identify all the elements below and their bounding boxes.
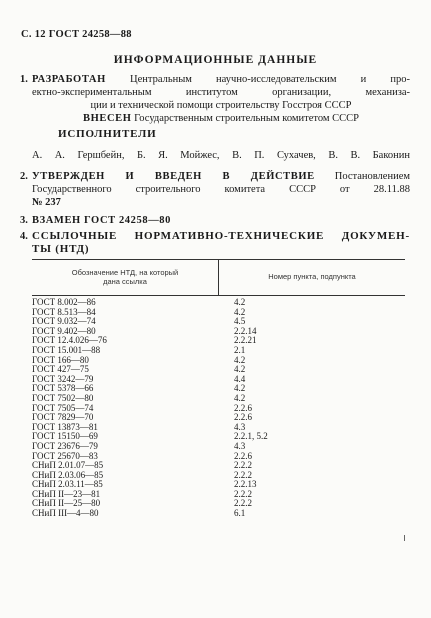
table-cell-document: ГОСТ 9.402—80 <box>32 325 96 336</box>
section-2-approved-label: УТВЕРЖДЕН И ВВЕДЕН В ДЕЙСТВИЕ <box>32 171 315 182</box>
section-2 <box>20 170 410 209</box>
table-cell-document: ГОСТ 15150—69 <box>32 431 98 442</box>
table-cell-clause: 2.2.6 <box>234 450 252 461</box>
executors-names: А. А. Гершбейн, Б. Я. Мойжес, В. П. Сухачев, В. В. Баконин <box>32 150 410 161</box>
table-cell-clause: 6.1 <box>234 508 246 519</box>
section-1-line-1 <box>32 73 410 86</box>
section-3-text: ВЗАМЕН ГОСТ 24258—80 <box>32 215 172 226</box>
section-1-submitted-label: ВНЕСЕН <box>82 113 132 124</box>
table-cell-clause: 2.2.6 <box>234 402 252 413</box>
section-2-approved-text: Постановлением <box>334 171 410 182</box>
section-1-line-3: ции и технической помощи строительству Госстроя СССР <box>90 100 352 111</box>
table-cell-document: СНиП III—4—80 <box>32 508 99 519</box>
section-4-number: 4. <box>20 231 28 242</box>
table-cell-clause: 4.2 <box>234 392 246 403</box>
table-cell-document: ГОСТ 8.513—84 <box>32 306 96 317</box>
section-1 <box>20 73 410 125</box>
page-header: С. 12 ГОСТ 24258—88 <box>21 29 132 40</box>
table-cell-document: СНиП II—23—81 <box>32 488 101 499</box>
section-1-line-4 <box>32 112 410 125</box>
section-3 <box>20 214 410 227</box>
table-column-divider <box>218 259 219 295</box>
table-cell-document: ГОСТ 427—75 <box>32 364 89 375</box>
table-cell-document: ГОСТ 7505—74 <box>32 402 94 413</box>
executors-heading <box>58 128 358 141</box>
section-2-line-1 <box>32 170 410 183</box>
page-edge-mark <box>404 535 405 541</box>
section-1-number: 1. <box>20 74 28 85</box>
table-cell-clause: 2.2.1, 5.2 <box>234 431 268 442</box>
table-cell-document: ГОСТ 23676—79 <box>32 440 98 451</box>
table-cell-document: СНиП II—25—80 <box>32 498 101 509</box>
table-col1-header <box>40 268 210 286</box>
table-cell-clause: 2.2.2 <box>234 460 252 471</box>
table-col1-header-line-1: Обозначение НТД, на который <box>71 268 179 277</box>
table-cell-document: ГОСТ 166—80 <box>32 354 89 365</box>
page-title: ИНФОРМАЦИОННЫЕ ДАННЫЕ <box>113 54 318 66</box>
section-2-number: 2. <box>20 171 28 182</box>
table-cell-clause: 4.3 <box>234 421 246 432</box>
table-cell-clause: 2.2.14 <box>234 325 257 336</box>
section-2-line-3: № 237 <box>32 197 61 208</box>
table-cell-document: ГОСТ 7829—70 <box>32 412 94 423</box>
executors-heading-text: ИСПОЛНИТЕЛИ <box>58 128 157 140</box>
table-cell-clause: 4.2 <box>234 297 246 307</box>
table-cell-clause: 4.3 <box>234 440 246 451</box>
table-cell-document: ГОСТ 3242—79 <box>32 373 94 384</box>
table-cell-clause: 4.2 <box>234 354 246 365</box>
executors-list <box>32 149 410 162</box>
table-cell-document: ГОСТ 12.4.026—76 <box>32 335 107 346</box>
table-cell-document: ГОСТ 7502—80 <box>32 392 94 403</box>
table-cell-document: ГОСТ 15.001—88 <box>32 344 101 355</box>
section-3-number: 3. <box>20 215 28 226</box>
table-cell-clause: 2.2.2 <box>234 498 252 509</box>
table-col2-header: Номер пункта, подпункта <box>268 272 356 281</box>
section-1-line-2: ектно-экспериментальным институтом организации, механиза- <box>32 87 410 98</box>
table-cell-clause: 2.1 <box>234 344 246 355</box>
section-1-developed-label: РАЗРАБОТАН <box>32 74 106 85</box>
table-cell-document: ГОСТ 9.032—74 <box>32 316 96 327</box>
table-cell-document: ГОСТ 8.002—86 <box>32 297 96 307</box>
table-cell-clause: 4.5 <box>234 316 246 327</box>
table-cell-document: СНиП 2.01.07—85 <box>32 460 104 471</box>
table-cell-document: ГОСТ 25670—83 <box>32 450 98 461</box>
table-cell-clause: 2.2.6 <box>234 412 252 423</box>
table-cell-document: ГОСТ 5378—66 <box>32 383 94 394</box>
table-col1-header-line-2: дана ссылка <box>103 277 147 286</box>
table-cell-clause: 4.4 <box>234 373 246 384</box>
section-2-line-2: Государственного строительного комитета СССР от 28.11.88 <box>32 184 410 195</box>
section-1-submitted-text: Государственным строительным комитетом СССР <box>134 113 359 124</box>
section-4-line-2: ТЫ (НТД) <box>32 243 90 255</box>
section-4 <box>20 230 410 256</box>
section-1-developed-text: Центральным научно-исследовательским и про- <box>130 74 410 85</box>
table-header-rule <box>32 295 405 296</box>
table-cell-clause: 2.2.2 <box>234 469 252 480</box>
table-cell-clause: 2.2.21 <box>234 335 257 346</box>
table-cell-document: СНиП 2.03.11—85 <box>32 479 103 490</box>
section-4-line-1: ССЫЛОЧНЫЕ НОРМАТИВНО-ТЕХНИЧЕСКИЕ ДОКУМЕН- <box>32 230 410 242</box>
table-cell-clause: 4.2 <box>234 364 246 375</box>
table-cell-clause: 4.2 <box>234 306 246 317</box>
table-cell-document: ГОСТ 13873—81 <box>32 421 98 432</box>
table-cell-document: СНиП 2.03.06—85 <box>32 469 104 480</box>
table-cell-clause: 2.2.13 <box>234 479 257 490</box>
table-cell-clause: 2.2.2 <box>234 488 252 499</box>
table-cell-clause: 4.2 <box>234 383 246 394</box>
